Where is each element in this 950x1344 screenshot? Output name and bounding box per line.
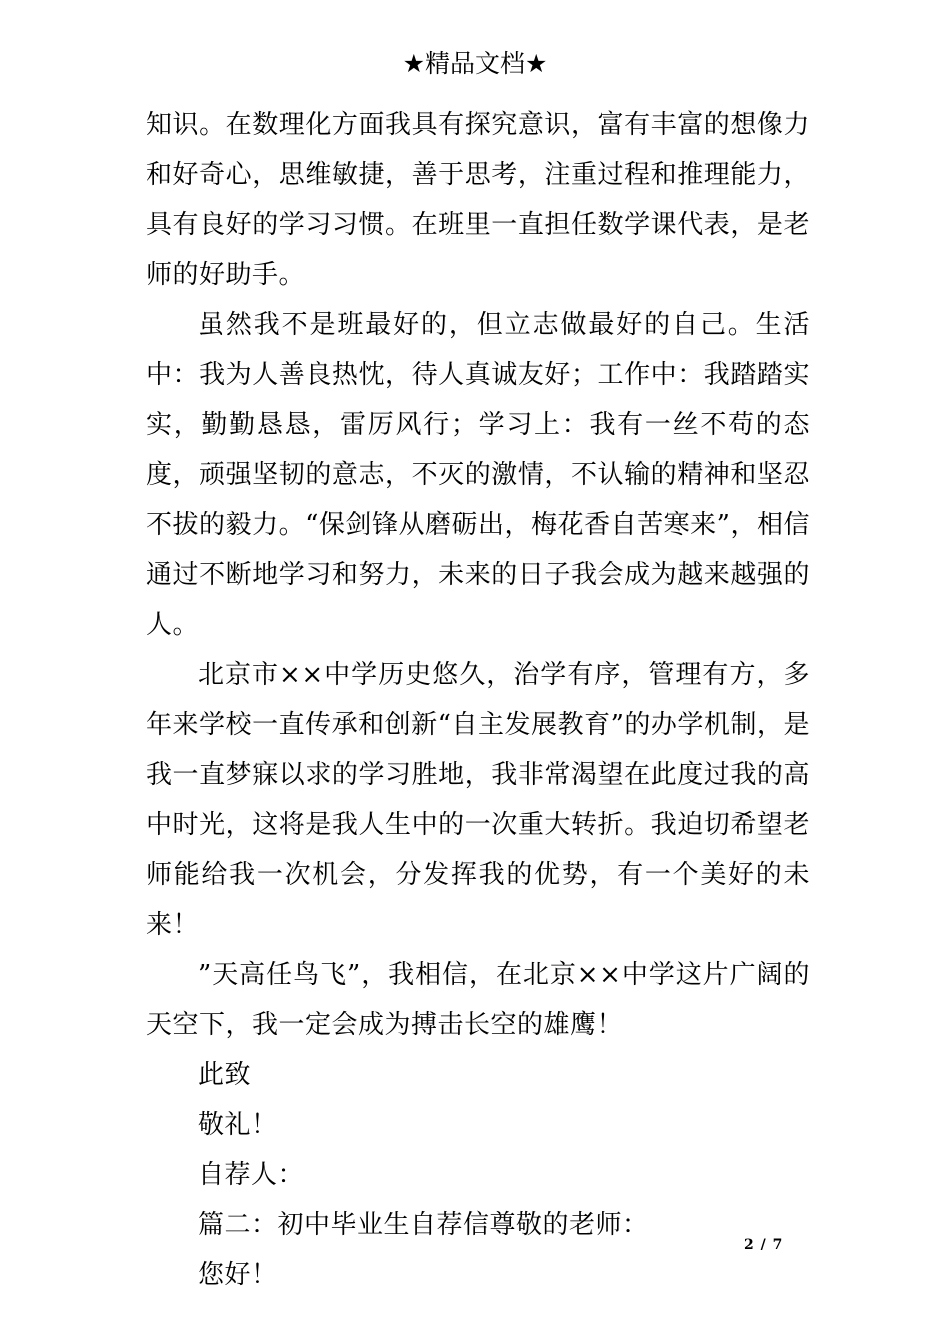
paragraph-character: 虽然我不是班最好的，但立志做最好的自己。生活中：我为人善良热忱，待人真诚友好；工作中：我踏踏实实，勤勤恳恳，雷厉风行；学习上：我有一丝不苟的态度，顽强坚韧的意志，不灭的激情，不认输的精神和坚忍不拔的毅力。“保剑锋从磨砺出，梅花香自苦寒来”，相信通过不断地学习和努力，未来的日子我会成为越来越强的人。 [146, 310, 810, 640]
paragraph-aspiration: ”天高任鸟飞”，我相信，在北京××中学这片广阔的天空下，我一定会成为搏击长空的雄鹰！ [146, 960, 810, 1040]
document-body [146, 100, 810, 1300]
paragraph-school: 北京市××中学历史悠久，治学有序，管理有方，多年来学校一直传承和创新“自主发展教育”的办学机制，是我一直梦寐以求的学习胜地，我非常渴望在此度过我的高中时光，这将是我人生中的一次重大转折。我迫切希望老师能给我一次机会，分发挥我的优势，有一个美好的未来！ [146, 660, 810, 940]
section-heading: 篇二：初中毕业生自荐信尊敬的老师： [198, 1210, 649, 1240]
page-header-title: ★精品文档★ [402, 49, 548, 78]
page-number: 2 / 7 [744, 1237, 784, 1253]
closing-regards: 敬礼！ [198, 1110, 278, 1140]
greeting: 您好！ [198, 1260, 278, 1290]
paragraph-knowledge: 知识。在数理化方面我具有探究意识，富有丰富的想像力和好奇心，思维敏捷，善于思考，注重过程和推理能力，具有良好的学习习惯。在班里一直担任数学课代表，是老师的好助手。 [146, 110, 810, 290]
signature-label: 自荐人： [198, 1160, 305, 1190]
closing-salutation: 此致 [198, 1060, 252, 1090]
